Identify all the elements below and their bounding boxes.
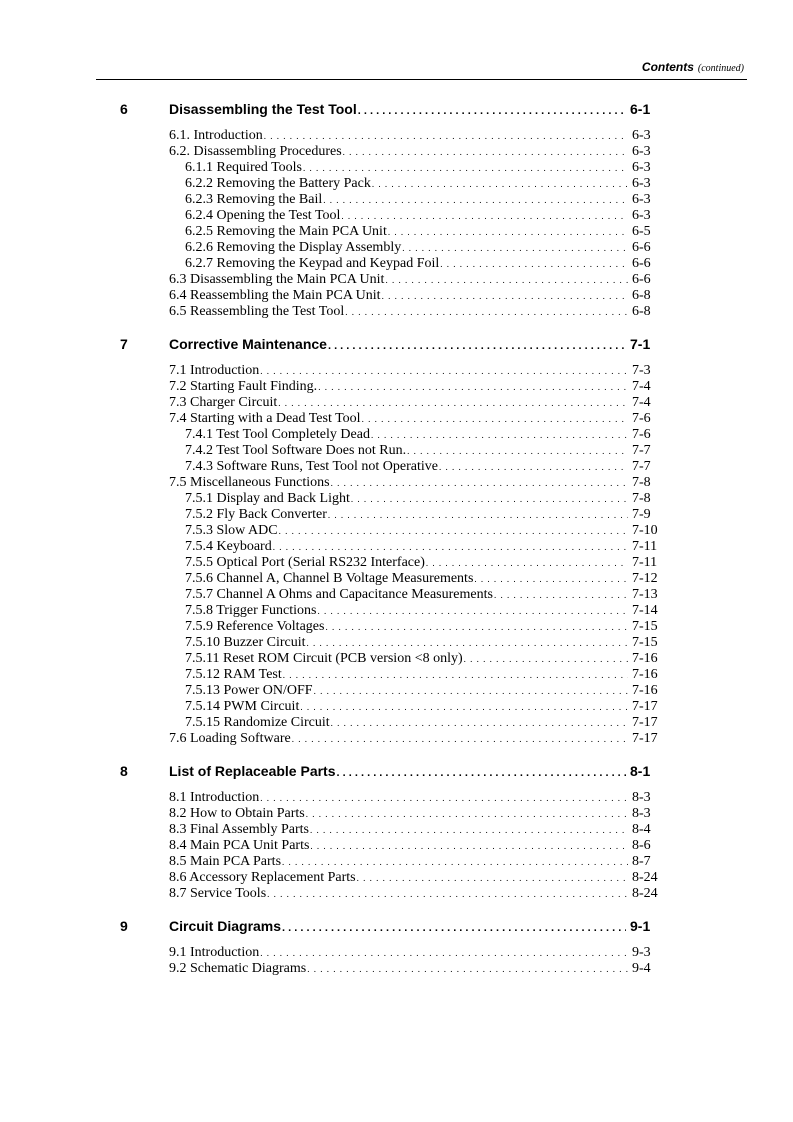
dot-leader bbox=[358, 105, 626, 117]
chapter-heading[interactable] bbox=[0, 99, 793, 123]
toc-entry-title: 7.5.2 Fly Back Converter bbox=[185, 507, 327, 522]
dot-leader bbox=[372, 176, 628, 192]
toc-entry-page-number: 8-7 bbox=[632, 854, 651, 869]
toc-entry-page-number: 7-17 bbox=[632, 715, 658, 730]
toc-entry-page-number: 7-16 bbox=[632, 667, 658, 682]
toc-entry-title: 6.2.7 Removing the Keypad and Keypad Foil bbox=[185, 256, 440, 271]
toc-entry-title: 7.4 Starting with a Dead Test Tool bbox=[169, 411, 361, 426]
dot-leader bbox=[279, 523, 628, 539]
chapter-section bbox=[0, 99, 793, 320]
toc-entry-title: 7.5.7 Channel A Ohms and Capacitance Measurements bbox=[185, 587, 493, 602]
dot-leader bbox=[310, 822, 628, 838]
dot-leader bbox=[341, 208, 628, 224]
header-title: Contents bbox=[641, 60, 694, 74]
toc-entry-title: 7.5.6 Channel A, Channel B Voltage Measurements bbox=[185, 571, 474, 586]
toc-entry-title: 6.5 Reassembling the Test Tool bbox=[169, 304, 345, 319]
chapter-title: Disassembling the Test Tool bbox=[169, 101, 357, 117]
dot-leader bbox=[325, 619, 628, 635]
toc-entry-title: 7.5.12 RAM Test bbox=[185, 667, 282, 682]
toc-entry-title: 6.4 Reassembling the Main PCA Unit bbox=[169, 288, 381, 303]
toc-entry-title: 7.5.9 Reference Voltages bbox=[185, 619, 325, 634]
dot-leader bbox=[407, 443, 628, 459]
toc-entry-page-number: 6-8 bbox=[632, 288, 651, 303]
toc-entry-title: 7.5.1 Display and Back Light bbox=[185, 491, 350, 506]
dot-leader bbox=[362, 411, 628, 427]
dot-leader bbox=[382, 288, 628, 304]
toc-entry-page-number: 7-8 bbox=[632, 491, 651, 506]
chapter-page-number: 9-1 bbox=[630, 918, 651, 934]
chapter-number: 9 bbox=[120, 918, 128, 934]
toc-entry[interactable] bbox=[169, 822, 660, 838]
table-of-contents bbox=[0, 99, 793, 991]
dot-leader bbox=[328, 507, 628, 523]
dot-leader bbox=[351, 491, 628, 507]
chapter-number: 8 bbox=[120, 763, 128, 779]
toc-entry[interactable] bbox=[185, 587, 660, 603]
toc-entry[interactable] bbox=[185, 192, 660, 208]
toc-entry-page-number: 7-16 bbox=[632, 651, 658, 666]
dot-leader bbox=[260, 363, 628, 379]
dot-leader bbox=[371, 427, 628, 443]
toc-entry-title: 7.4.3 Software Runs, Test Tool not Operative bbox=[185, 459, 438, 474]
toc-entry-page-number: 7-4 bbox=[632, 379, 651, 394]
toc-entry[interactable] bbox=[185, 603, 660, 619]
toc-entry-page-number: 7-7 bbox=[632, 443, 651, 458]
chapter-title-line bbox=[169, 763, 654, 779]
toc-entry-page-number: 6-3 bbox=[632, 160, 651, 175]
toc-entry-page-number: 8-4 bbox=[632, 822, 651, 837]
toc-entry[interactable] bbox=[185, 683, 660, 699]
toc-entry[interactable] bbox=[169, 411, 660, 427]
toc-entry-title: 7.5.3 Slow ADC bbox=[185, 523, 278, 538]
toc-entry[interactable] bbox=[185, 160, 660, 176]
toc-entry-title: 8.2 How to Obtain Parts bbox=[169, 806, 305, 821]
dot-leader bbox=[357, 870, 628, 886]
dot-leader bbox=[282, 854, 628, 870]
chapter-page-number: 7-1 bbox=[630, 336, 651, 352]
dot-leader bbox=[328, 340, 626, 352]
toc-entry[interactable] bbox=[169, 304, 660, 320]
toc-entry-title: 8.4 Main PCA Unit Parts bbox=[169, 838, 310, 853]
toc-entry[interactable] bbox=[185, 699, 660, 715]
toc-entry-page-number: 7-6 bbox=[632, 411, 651, 426]
chapter-page-number: 8-1 bbox=[630, 763, 651, 779]
toc-entry[interactable] bbox=[185, 459, 660, 475]
toc-entry[interactable] bbox=[169, 272, 660, 288]
toc-entry-title: 7.4.1 Test Tool Completely Dead bbox=[185, 427, 370, 442]
toc-entry-page-number: 7-9 bbox=[632, 507, 651, 522]
dot-leader bbox=[292, 731, 628, 747]
toc-entry-page-number: 7-13 bbox=[632, 587, 658, 602]
chapter-section bbox=[0, 334, 793, 747]
toc-entry-page-number: 8-6 bbox=[632, 838, 651, 853]
toc-entry-page-number: 7-4 bbox=[632, 395, 651, 410]
toc-entry[interactable] bbox=[169, 144, 660, 160]
toc-entry[interactable] bbox=[169, 475, 660, 491]
toc-entry-page-number: 6-3 bbox=[632, 176, 651, 191]
toc-entry[interactable] bbox=[169, 838, 660, 854]
toc-entry[interactable] bbox=[169, 870, 660, 886]
dot-leader bbox=[337, 767, 626, 779]
chapter-title-line bbox=[169, 336, 654, 352]
toc-entry[interactable] bbox=[169, 806, 660, 822]
toc-entry-title: 7.5.13 Power ON/OFF bbox=[185, 683, 313, 698]
toc-entry-page-number: 7-11 bbox=[632, 555, 658, 570]
toc-entry-page-number: 9-4 bbox=[632, 961, 651, 976]
dot-leader bbox=[278, 395, 628, 411]
toc-entry-title: 6.3 Disassembling the Main PCA Unit bbox=[169, 272, 385, 287]
toc-entry-title: 7.4.2 Test Tool Software Does not Run. bbox=[185, 443, 407, 458]
dot-leader bbox=[310, 838, 628, 854]
toc-entry-title: 7.5.15 Randomize Circuit bbox=[185, 715, 330, 730]
chapter-number: 7 bbox=[120, 336, 128, 352]
chapter-heading[interactable] bbox=[0, 916, 793, 940]
toc-entry-page-number: 7-8 bbox=[632, 475, 651, 490]
toc-entry-title: 6.2.6 Removing the Display Assembly bbox=[185, 240, 402, 255]
toc-entry[interactable] bbox=[169, 288, 660, 304]
toc-entry-page-number: 7-11 bbox=[632, 539, 658, 554]
toc-entry-title: 8.6 Accessory Replacement Parts bbox=[169, 870, 356, 885]
toc-entry-page-number: 7-15 bbox=[632, 619, 658, 634]
dot-leader bbox=[474, 571, 628, 587]
toc-entry[interactable] bbox=[169, 961, 660, 977]
toc-entry-page-number: 7-16 bbox=[632, 683, 658, 698]
header-continued: (continued) bbox=[697, 63, 744, 74]
toc-entry-title: 7.5.10 Buzzer Circuit bbox=[185, 635, 306, 650]
toc-entry-page-number: 7-17 bbox=[632, 699, 658, 714]
toc-entry-page-number: 7-15 bbox=[632, 635, 658, 650]
dot-leader bbox=[267, 886, 628, 902]
dot-leader bbox=[426, 555, 628, 571]
toc-entry-title: 7.5.4 Keyboard bbox=[185, 539, 272, 554]
dot-leader bbox=[260, 790, 628, 806]
toc-entry-title: 6.1.1 Required Tools bbox=[185, 160, 302, 175]
toc-entry[interactable] bbox=[185, 635, 660, 651]
toc-entry[interactable] bbox=[185, 651, 660, 667]
toc-entry-page-number: 7-14 bbox=[632, 603, 658, 618]
toc-entry-page-number: 6-6 bbox=[632, 272, 651, 287]
toc-entry-title: 7.5.11 Reset ROM Circuit (PCB version <8 only) bbox=[185, 651, 463, 666]
toc-entry[interactable] bbox=[185, 571, 660, 587]
toc-entry[interactable] bbox=[169, 854, 660, 870]
toc-entry-page-number: 9-3 bbox=[632, 945, 651, 960]
toc-entry-page-number: 8-3 bbox=[632, 790, 651, 805]
dot-leader bbox=[283, 667, 628, 683]
chapter-heading[interactable] bbox=[0, 334, 793, 358]
dot-leader bbox=[402, 240, 628, 256]
dot-leader bbox=[440, 256, 628, 272]
toc-entry-page-number: 7-6 bbox=[632, 427, 651, 442]
toc-entry-title: 8.7 Service Tools bbox=[169, 886, 267, 901]
dot-leader bbox=[282, 922, 626, 934]
toc-entry[interactable] bbox=[169, 945, 660, 961]
toc-entry-page-number: 7-3 bbox=[632, 363, 651, 378]
toc-entry-title: 7.2 Starting Fault Finding. bbox=[169, 379, 318, 394]
dot-leader bbox=[331, 475, 628, 491]
dot-leader bbox=[300, 699, 628, 715]
dot-leader bbox=[439, 459, 628, 475]
dot-leader bbox=[323, 192, 628, 208]
toc-entry-page-number: 6-3 bbox=[632, 128, 651, 143]
toc-entry-page-number: 8-24 bbox=[632, 870, 658, 885]
toc-entry-title: 8.1 Introduction bbox=[169, 790, 260, 805]
page-header bbox=[96, 57, 747, 80]
toc-entry-page-number: 6-6 bbox=[632, 240, 651, 255]
chapter-section bbox=[0, 761, 793, 902]
toc-entry[interactable] bbox=[185, 619, 660, 635]
chapter-title-line bbox=[169, 918, 654, 934]
toc-entry-title: 7.5.14 PWM Circuit bbox=[185, 699, 300, 714]
header-text bbox=[642, 58, 744, 76]
dot-leader bbox=[307, 635, 628, 651]
dot-leader bbox=[306, 806, 628, 822]
toc-entry-page-number: 6-5 bbox=[632, 224, 651, 239]
toc-entry-title: 6.2.5 Removing the Main PCA Unit bbox=[185, 224, 387, 239]
chapter-heading[interactable] bbox=[0, 761, 793, 785]
toc-entry[interactable] bbox=[185, 507, 660, 523]
toc-entry-title: 6.2.2 Removing the Battery Pack bbox=[185, 176, 371, 191]
toc-entry[interactable] bbox=[169, 395, 660, 411]
dot-leader bbox=[318, 379, 628, 395]
toc-entry-page-number: 6-6 bbox=[632, 256, 651, 271]
toc-entry-page-number: 8-24 bbox=[632, 886, 658, 901]
toc-entry[interactable] bbox=[185, 427, 660, 443]
chapter-title-line bbox=[169, 101, 654, 117]
dot-leader bbox=[385, 272, 628, 288]
toc-entry[interactable] bbox=[169, 731, 660, 747]
toc-entry-page-number: 6-8 bbox=[632, 304, 651, 319]
toc-entry-page-number: 7-7 bbox=[632, 459, 651, 474]
toc-entry[interactable] bbox=[185, 208, 660, 224]
dot-leader bbox=[317, 603, 628, 619]
toc-entry[interactable] bbox=[185, 176, 660, 192]
dot-leader bbox=[260, 945, 628, 961]
toc-entry-title: 7.5.8 Trigger Functions bbox=[185, 603, 317, 618]
toc-entry[interactable] bbox=[185, 555, 660, 571]
dot-leader bbox=[494, 587, 628, 603]
toc-entry-page-number: 6-3 bbox=[632, 192, 651, 207]
toc-entry-title: 7.5.5 Optical Port (Serial RS232 Interface) bbox=[185, 555, 425, 570]
toc-entry[interactable] bbox=[169, 790, 660, 806]
toc-entry[interactable] bbox=[185, 224, 660, 240]
dot-leader bbox=[273, 539, 628, 555]
toc-entry-title: 8.5 Main PCA Parts bbox=[169, 854, 282, 869]
dot-leader bbox=[264, 128, 628, 144]
dot-leader bbox=[307, 961, 628, 977]
toc-entry[interactable] bbox=[185, 539, 660, 555]
toc-entry[interactable] bbox=[185, 443, 660, 459]
chapter-title: Corrective Maintenance bbox=[169, 336, 327, 352]
dot-leader bbox=[388, 224, 628, 240]
toc-entry[interactable] bbox=[169, 379, 660, 395]
toc-entry-title: 8.3 Final Assembly Parts bbox=[169, 822, 310, 837]
dot-leader bbox=[314, 683, 628, 699]
toc-entry[interactable] bbox=[185, 491, 660, 507]
toc-entry[interactable] bbox=[169, 363, 660, 379]
toc-entry[interactable] bbox=[185, 240, 660, 256]
chapter-page-number: 6-1 bbox=[630, 101, 651, 117]
toc-entry-page-number: 7-10 bbox=[632, 523, 658, 538]
toc-entry-title: 9.2 Schematic Diagrams bbox=[169, 961, 307, 976]
toc-entry-page-number: 6-3 bbox=[632, 208, 651, 223]
toc-entry[interactable] bbox=[185, 523, 660, 539]
chapter-title: List of Replaceable Parts bbox=[169, 763, 336, 779]
toc-entry-title: 7.3 Charger Circuit bbox=[169, 395, 278, 410]
dot-leader bbox=[464, 651, 628, 667]
toc-entry-title: 7.6 Loading Software bbox=[169, 731, 291, 746]
toc-entry-title: 6.2.3 Removing the Bail bbox=[185, 192, 323, 207]
dot-leader bbox=[343, 144, 628, 160]
chapter-title: Circuit Diagrams bbox=[169, 918, 282, 934]
toc-entry[interactable] bbox=[169, 886, 660, 902]
dot-leader bbox=[303, 160, 628, 176]
toc-entry-page-number: 7-17 bbox=[632, 731, 658, 746]
toc-entry[interactable] bbox=[185, 256, 660, 272]
toc-entry-title: 6.2. Disassembling Procedures bbox=[169, 144, 342, 159]
toc-entry-title: 6.2.4 Opening the Test Tool bbox=[185, 208, 341, 223]
chapter-section bbox=[0, 916, 793, 977]
toc-entry-title: 7.1 Introduction bbox=[169, 363, 260, 378]
chapter-number: 6 bbox=[120, 101, 128, 117]
dot-leader bbox=[345, 304, 628, 320]
toc-entry[interactable] bbox=[169, 128, 660, 144]
toc-entry-page-number: 8-3 bbox=[632, 806, 651, 821]
toc-entry-page-number: 7-12 bbox=[632, 571, 658, 586]
toc-entry-page-number: 6-3 bbox=[632, 144, 651, 159]
dot-leader bbox=[331, 715, 628, 731]
toc-entry[interactable] bbox=[185, 667, 660, 683]
toc-entry-title: 7.5 Miscellaneous Functions bbox=[169, 475, 330, 490]
toc-entry[interactable] bbox=[185, 715, 660, 731]
toc-entry-title: 6.1. Introduction bbox=[169, 128, 263, 143]
toc-entry-title: 9.1 Introduction bbox=[169, 945, 260, 960]
